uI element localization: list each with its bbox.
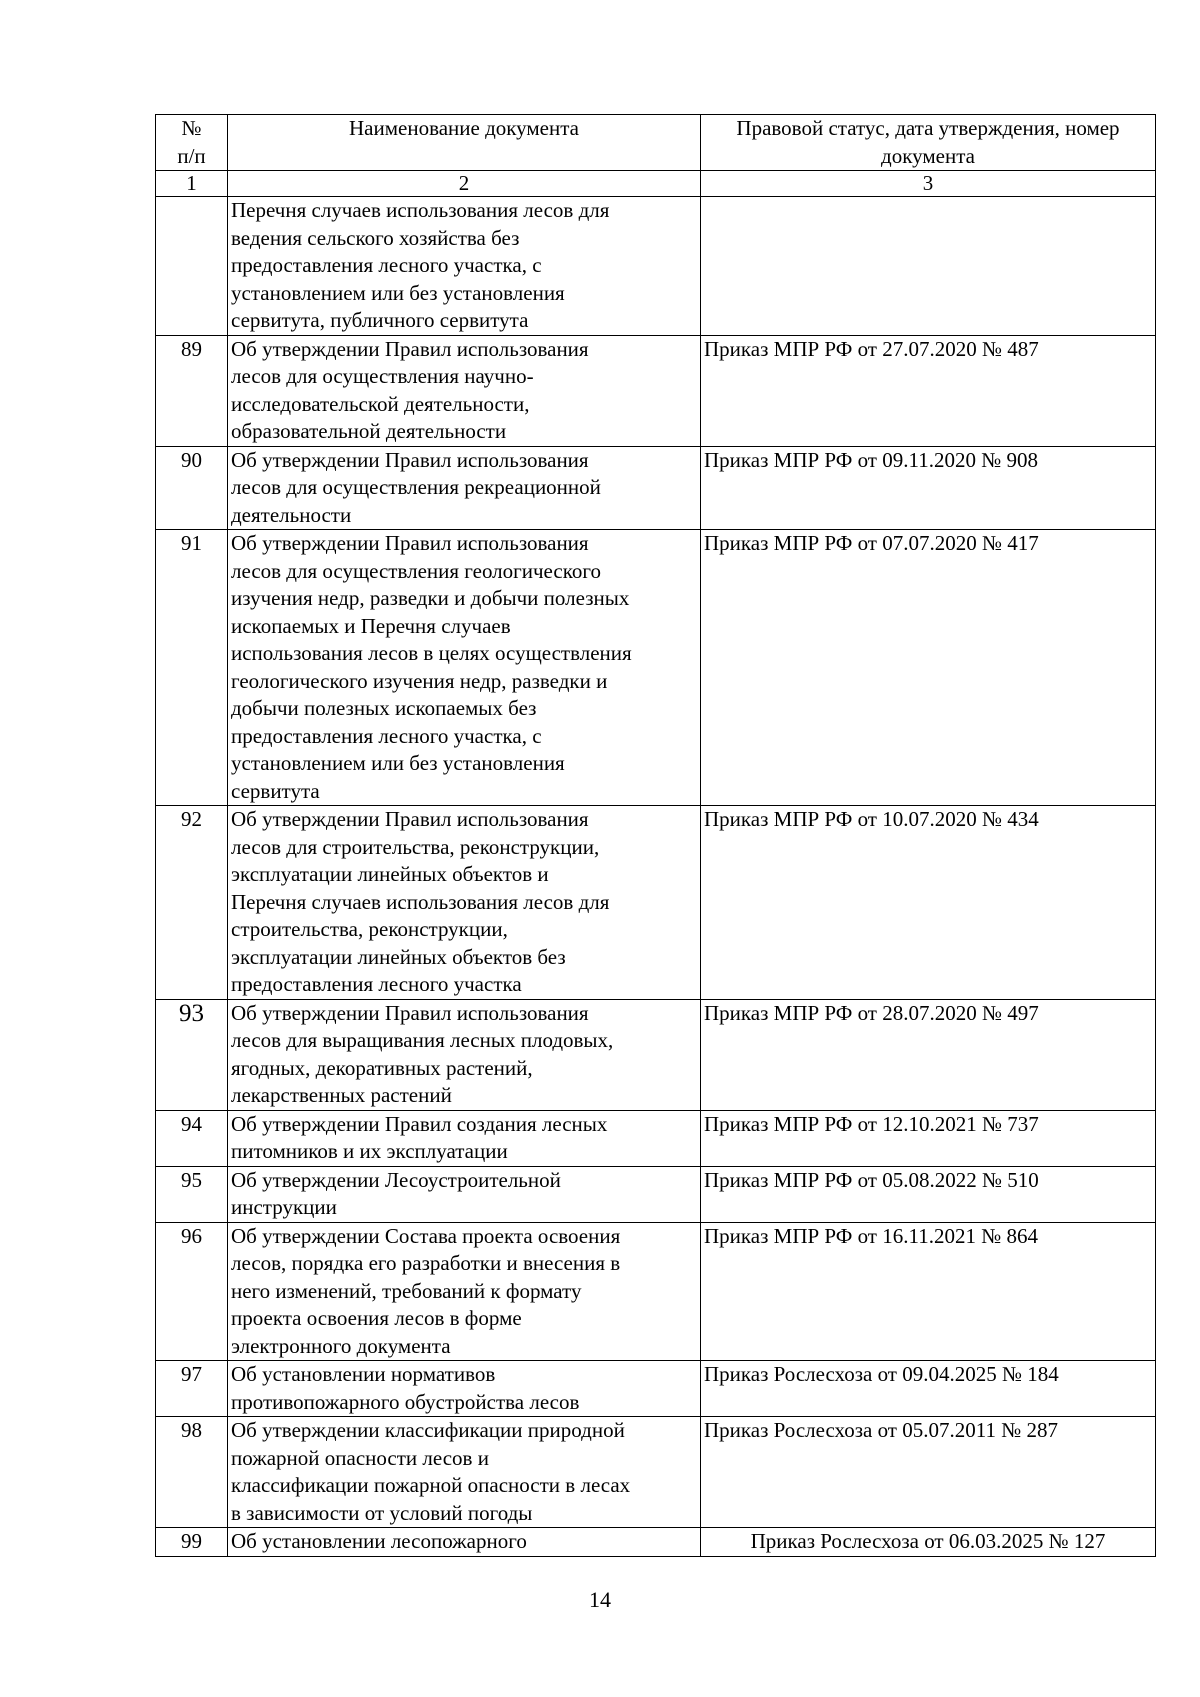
column-number: 2 <box>228 171 701 197</box>
document-name <box>228 1417 701 1528</box>
table-row <box>156 446 1156 530</box>
legal-status: Приказ МПР РФ от 27.07.2020 № 487 <box>701 335 1156 446</box>
legal-status: Приказ МПР РФ от 07.07.2020 № 417 <box>701 530 1156 806</box>
document-name <box>228 197 701 336</box>
document-name-line: лесов для строительства, реконструкции, <box>231 834 600 859</box>
documents-table <box>155 114 1156 1557</box>
document-name-line: Об утверждении Правил использования <box>231 531 589 555</box>
document-name-line: пожарной опасности лесов и <box>231 1445 489 1470</box>
header-number-line: № <box>181 116 202 140</box>
document-name <box>228 1528 701 1557</box>
legal-status: Приказ Рослесхоза от 05.07.2011 № 287 <box>701 1417 1156 1528</box>
document-name-line: Об утверждении Правил использования <box>231 447 589 472</box>
document-name-line: лесов для осуществления научно- <box>231 364 534 388</box>
legal-status: Приказ МПР РФ от 12.10.2021 № 737 <box>701 1110 1156 1166</box>
document-name-line: геологического изучения недр, разведки и <box>231 668 608 693</box>
row-number: 93 <box>156 999 228 1110</box>
document-name-line: питомников и их эксплуатации <box>231 1139 508 1163</box>
legal-status: Приказ Рослесхоза от 09.04.2025 № 184 <box>701 1361 1156 1417</box>
document-name-line: Об утверждении классификации природной <box>231 1418 625 1442</box>
header-row <box>156 115 1156 171</box>
document-name-line: лесов, порядка его разработки и внесения в <box>231 1251 621 1275</box>
document-name <box>228 1361 701 1417</box>
document-name-line: строительства, реконструкции, <box>231 917 508 941</box>
document-name-line: него изменений, требований к формату <box>231 1278 582 1303</box>
document-name-line: Об утверждении Правил использования <box>231 1000 589 1025</box>
document-name-line: Об утверждении Правил использования <box>231 336 589 361</box>
document-name-line: предоставления лесного участка, с <box>231 723 542 748</box>
row-number: 97 <box>156 1361 228 1417</box>
header-number-line: п/п <box>177 143 206 168</box>
document-name-line: сервитута <box>231 778 320 803</box>
row-number: 99 <box>156 1528 228 1557</box>
legal-status: Приказ Рослесхоза от 06.03.2025 № 127 <box>701 1528 1156 1557</box>
document-name <box>228 806 701 1000</box>
document-name <box>228 446 701 530</box>
document-name-line: Об утверждении Лесоустроительной <box>231 1167 561 1192</box>
document-name-line: электронного документа <box>231 1333 451 1358</box>
header-number <box>156 115 228 171</box>
document-name-line: использования лесов в целях осуществления <box>231 641 632 665</box>
legal-status: Приказ МПР РФ от 05.08.2022 № 510 <box>701 1166 1156 1222</box>
document-name-line: лесов для осуществления геологического <box>231 558 601 583</box>
row-number: 89 <box>156 335 228 446</box>
row-number: 96 <box>156 1222 228 1361</box>
document-name-line: Об утверждении Состава проекта освоения <box>231 1223 621 1248</box>
column-number: 1 <box>156 171 228 197</box>
document-name-line: ведения сельского хозяйства без <box>231 225 520 250</box>
document-name-line: эксплуатации линейных объектов без <box>231 944 566 969</box>
legal-status: Приказ МПР РФ от 16.11.2021 № 864 <box>701 1222 1156 1361</box>
document-name <box>228 1222 701 1361</box>
table-row <box>156 1110 1156 1166</box>
page-number: 14 <box>589 1587 611 1612</box>
document-name-line: Перечня случаев использования лесов для <box>231 889 610 914</box>
document-name-line: инструкции <box>231 1195 337 1219</box>
document-name-line: добычи полезных ископаемых без <box>231 696 537 720</box>
row-number: 90 <box>156 446 228 530</box>
document-name-line: проекта освоения лесов в форме <box>231 1306 522 1330</box>
table-row <box>156 1528 1156 1557</box>
table-row <box>156 197 1156 336</box>
table-row <box>156 530 1156 806</box>
document-name-line: образовательной деятельности <box>231 419 507 443</box>
header-legal-status <box>701 115 1156 171</box>
row-number: 92 <box>156 806 228 1000</box>
document-name-line: Об утверждении Правил использования <box>231 807 589 831</box>
table-body <box>156 197 1156 1557</box>
legal-status: Приказ МПР РФ от 10.07.2020 № 434 <box>701 806 1156 1000</box>
document-name-line: ископаемых и Перечня случаев <box>231 613 511 638</box>
legal-status: Приказ МПР РФ от 28.07.2020 № 497 <box>701 999 1156 1110</box>
header-document-name: Наименование документа <box>228 115 701 171</box>
table-row <box>156 999 1156 1110</box>
table-row <box>156 1361 1156 1417</box>
document-name-line: исследовательской деятельности, <box>231 391 530 416</box>
table-row <box>156 1222 1156 1361</box>
document-name-line: деятельности <box>231 502 352 527</box>
document-name-line: установлением или без установления <box>231 751 565 775</box>
document-name-line: Перечня случаев использования лесов для <box>231 198 610 222</box>
legal-status: Приказ МПР РФ от 09.11.2020 № 908 <box>701 446 1156 530</box>
document-name-line: предоставления лесного участка, с <box>231 253 542 277</box>
document-name-line: ягодных, декоративных растений, <box>231 1055 533 1080</box>
table-row <box>156 806 1156 1000</box>
row-number <box>156 197 228 336</box>
document-name-line: предоставления лесного участка <box>231 972 522 996</box>
document-name-line: Об установлении нормативов <box>231 1362 496 1386</box>
legal-status <box>701 197 1156 336</box>
document-name-line: противопожарного обустройства лесов <box>231 1389 580 1414</box>
document-name-line: лекарственных растений <box>231 1083 452 1107</box>
document-name <box>228 335 701 446</box>
document-name <box>228 1166 701 1222</box>
document-name <box>228 999 701 1110</box>
table-row <box>156 1417 1156 1528</box>
column-number: 3 <box>701 171 1156 197</box>
document-name-line: изучения недр, разведки и добычи полезных <box>231 586 630 610</box>
document-name-line: сервитута, публичного сервитута <box>231 308 529 332</box>
document-name-line: лесов для осуществления рекреационной <box>231 475 601 499</box>
document-name-line: лесов для выращивания лесных плодовых, <box>231 1028 614 1052</box>
document-name-line: Об утверждении Правил создания лесных <box>231 1111 608 1136</box>
header-status-line: Правовой статус, дата утверждения, номер <box>736 116 1120 140</box>
document-name <box>228 1110 701 1166</box>
document-name <box>228 530 701 806</box>
row-number: 98 <box>156 1417 228 1528</box>
header-status-line: документа <box>881 143 975 168</box>
row-number: 91 <box>156 530 228 806</box>
document-name-line: классификации пожарной опасности в лесах <box>231 1473 631 1497</box>
document-name-line: в зависимости от условий погоды <box>231 1500 533 1525</box>
row-number: 95 <box>156 1166 228 1222</box>
document-name-line: эксплуатации линейных объектов и <box>231 862 549 886</box>
document-name-line: установлением или без установления <box>231 280 565 305</box>
table-row <box>156 335 1156 446</box>
column-number-row <box>156 171 1156 197</box>
document-name-line: Об установлении лесопожарного <box>231 1529 527 1553</box>
table-row <box>156 1166 1156 1222</box>
row-number: 94 <box>156 1110 228 1166</box>
